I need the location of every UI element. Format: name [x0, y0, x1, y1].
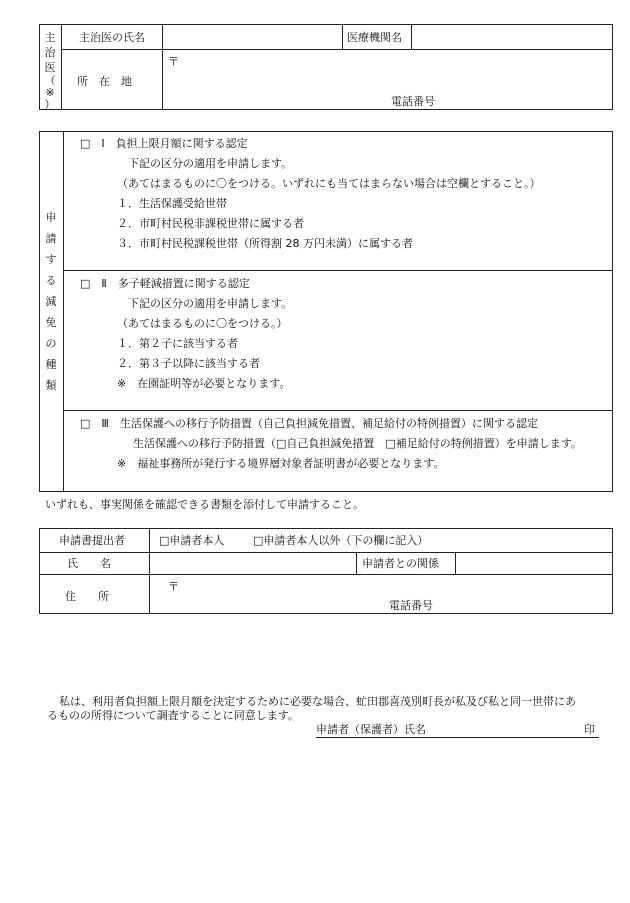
sec3-note: ※ 福祉事務所が発行する境界層対象者証明書が必要となります。 — [117, 457, 445, 470]
sec2-item-1[interactable]: １．第２子に該当する者 — [117, 337, 238, 350]
reduction-side-divider — [63, 131, 64, 492]
sec1-line1: 下記の区分の適用を申請します。 — [128, 157, 293, 170]
institution-field[interactable] — [412, 25, 612, 49]
sec2-line2: （あてはまるものに〇をつける。） — [117, 317, 288, 330]
doctor-side-label: 主 治 医 （ ※ ） — [44, 31, 56, 111]
relation-field[interactable] — [456, 553, 612, 573]
reduction-sec-divider-2 — [63, 410, 613, 411]
sec1-line2: （あてはまるものに〇をつける。いずれにも当てはまらない場合は空欄とすること。） — [117, 177, 541, 190]
sec2-note: ※ 在園証明等が必要となります。 — [117, 377, 291, 390]
doctor-side-divider — [61, 24, 62, 110]
consent-line-2: るものの所得について調査することに同意します。 — [47, 709, 299, 722]
submitter-address-label: 住 所 — [65, 590, 109, 603]
doctor-phone-label: 電話番号 — [391, 95, 435, 108]
reduction-sec-divider-1 — [63, 270, 613, 271]
sec1-title[interactable]: □ Ⅰ 負担上限月額に関する認定 — [80, 137, 248, 150]
institution-divider-left — [342, 24, 343, 49]
doctor-row-divider — [61, 49, 613, 50]
submitter-name-field[interactable] — [150, 553, 355, 573]
doctor-postal-mark: 〒 — [168, 55, 179, 68]
sign-label: 申請者（保護者）氏名 — [316, 723, 426, 736]
submitter-postal-mark: 〒 — [168, 580, 179, 593]
submitter-opt-other[interactable]: □申請者本人以外（下の欄に記入） — [253, 534, 429, 547]
sec2-title[interactable]: □ Ⅱ 多子軽減措置に関する認定 — [80, 277, 250, 290]
consent-line-1: 私は、利用者負担額上限月額を決定するために必要な場合、虻田郡喜茂別町長が私及び私と同一世帯にあ — [59, 695, 576, 708]
sec3-line1[interactable]: 生活保護への移行予防措置（□自己負担減免措置 □補足給付の特例措置）を申請します。 — [133, 437, 582, 450]
sec2-line1: 下記の区分の適用を申請します。 — [128, 297, 293, 310]
attach-note: いずれも、事実関係を確認できる書類を添付して申請すること。 — [45, 498, 364, 511]
submitter-opt-self[interactable]: □申請者本人 — [159, 534, 225, 547]
sec2-item-2[interactable]: ２．第３子以降に該当する者 — [117, 357, 260, 370]
submitter-phone-label: 電話番号 — [389, 599, 433, 612]
sec1-item-3[interactable]: ３．市町村民税課税世帯（所得割 28 万円未満）に属する者 — [117, 237, 413, 250]
sec3-title[interactable]: □ Ⅲ 生活保護への移行予防措置（自己負担減免措置、補足給付の特例措置）に関する認定 — [80, 417, 538, 430]
sec1-item-2[interactable]: ２．市町村民税非課税世帯に属する者 — [117, 217, 304, 230]
relation-divider-left — [356, 552, 357, 574]
reduction-side-label: 申 請 す る 減 免 の 種 類 — [45, 211, 57, 392]
doctor-name-field[interactable] — [163, 25, 341, 49]
submitter-label: 申請書提出者 — [59, 534, 125, 547]
submitter-row-divider-2 — [39, 574, 613, 575]
seal-mark: 印 — [584, 723, 595, 736]
institution-label: 医療機関名 — [347, 31, 402, 44]
relation-label: 申請者との関係 — [362, 557, 439, 570]
doctor-name-label: 主治医の氏名 — [79, 31, 145, 44]
sign-line[interactable] — [316, 737, 599, 738]
doctor-address-label: 所 在 地 — [77, 75, 132, 88]
sec1-item-1[interactable]: １．生活保護受給世帯 — [117, 197, 227, 210]
submitter-name-label: 氏 名 — [67, 557, 111, 570]
